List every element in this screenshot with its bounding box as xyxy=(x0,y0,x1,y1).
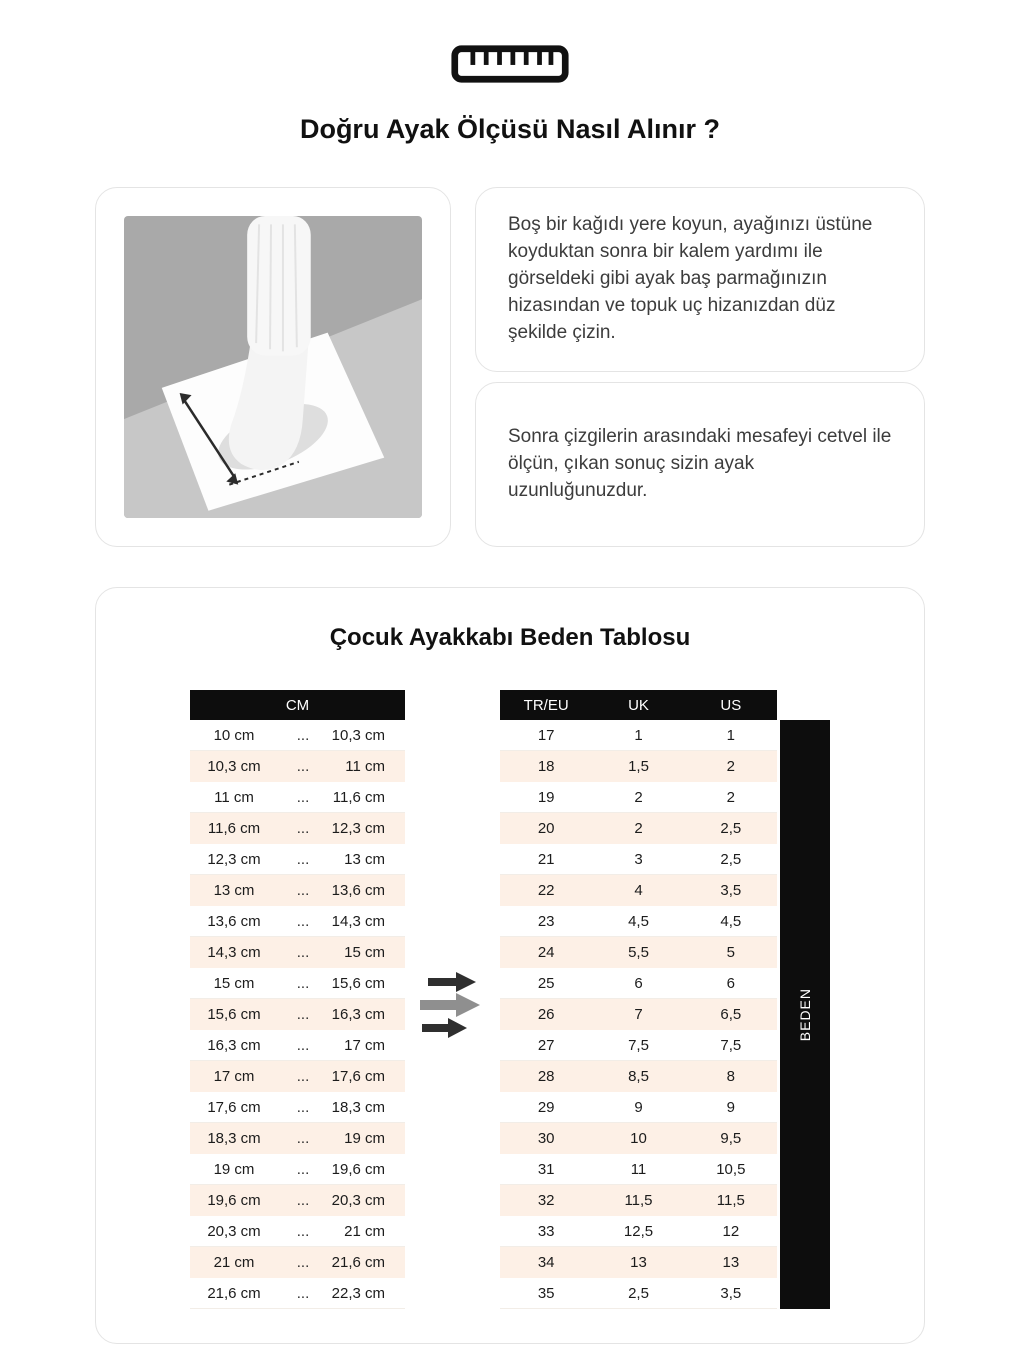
uk-size-value: 9 xyxy=(634,1098,643,1116)
cm-to-value: 22,3 cm xyxy=(331,1284,385,1302)
cm-header-label: CM xyxy=(285,696,310,714)
tr-eu-size-value: 25 xyxy=(537,974,555,992)
size-column-header: TR/EU xyxy=(523,696,569,714)
cm-from-value: 15,6 cm xyxy=(207,1005,261,1023)
cm-range-row xyxy=(190,1030,405,1061)
cm-to-value: 11 cm xyxy=(345,757,385,775)
cm-range-row xyxy=(190,1185,405,1216)
us-size-value: 11,5 xyxy=(716,1191,745,1209)
us-size-value: 5 xyxy=(726,943,735,961)
uk-size-value: 7 xyxy=(634,1005,643,1023)
size-row xyxy=(500,1123,777,1154)
cm-to-value: 20,3 cm xyxy=(331,1191,385,1209)
size-table xyxy=(500,690,777,1309)
tr-eu-size-value: 28 xyxy=(537,1067,555,1085)
range-dots: ... xyxy=(296,1005,310,1023)
size-row xyxy=(500,1030,777,1061)
uk-size-value: 4 xyxy=(634,881,643,899)
foot-measure-photo-card xyxy=(95,187,451,547)
cm-range-row xyxy=(190,751,405,782)
uk-size-value: 6 xyxy=(634,974,643,992)
cm-range-row xyxy=(190,782,405,813)
cm-from-value: 15 cm xyxy=(213,974,255,992)
size-tables xyxy=(96,690,924,1309)
us-size-value: 2 xyxy=(726,788,735,806)
uk-size-value: 4,5 xyxy=(628,912,649,930)
tr-eu-size-value: 23 xyxy=(537,912,555,930)
uk-size-value: 11 xyxy=(630,1160,647,1178)
cm-from-value: 20,3 cm xyxy=(207,1222,261,1240)
tr-eu-size-value: 35 xyxy=(537,1284,555,1302)
cm-to-value: 19 cm xyxy=(344,1129,385,1147)
size-row xyxy=(500,906,777,937)
cm-to-value: 13,6 cm xyxy=(331,881,385,899)
size-row xyxy=(500,1092,777,1123)
cm-range-row xyxy=(190,720,405,751)
cm-range-row xyxy=(190,875,405,906)
cm-to-value: 16,3 cm xyxy=(331,1005,385,1023)
measure-instructions-section xyxy=(95,187,925,547)
us-size-value: 8 xyxy=(726,1067,735,1085)
us-size-value: 4,5 xyxy=(720,912,742,930)
instruction-cards xyxy=(475,187,925,547)
range-dots: ... xyxy=(296,1191,310,1209)
uk-size-value: 2,5 xyxy=(628,1284,649,1302)
cm-from-value: 19 cm xyxy=(213,1160,255,1178)
cm-to-value: 17,6 cm xyxy=(331,1067,385,1085)
cm-range-row xyxy=(190,1061,405,1092)
size-table-title: Çocuk Ayakkabı Beden Tablosu xyxy=(329,624,691,651)
us-size-value: 9,5 xyxy=(720,1129,742,1147)
cm-from-value: 11,6 cm xyxy=(207,819,261,837)
cm-to-value: 15 cm xyxy=(344,943,385,961)
size-column-header: US xyxy=(720,696,742,714)
cm-to-value: 10,3 cm xyxy=(331,726,385,744)
size-row xyxy=(500,875,777,906)
instruction-card-1 xyxy=(475,187,925,372)
range-dots: ... xyxy=(296,881,310,899)
us-size-value: 7,5 xyxy=(720,1036,742,1054)
arrows-right-icon xyxy=(405,690,500,1309)
range-dots: ... xyxy=(296,850,310,868)
tr-eu-size-value: 22 xyxy=(537,881,555,899)
cm-to-value: 13 cm xyxy=(344,850,385,868)
cm-from-value: 11 cm xyxy=(214,788,254,806)
cm-range-row xyxy=(190,1278,405,1309)
cm-from-value: 21,6 cm xyxy=(207,1284,261,1302)
size-row xyxy=(500,844,777,875)
page-title: Doğru Ayak Ölçüsü Nasıl Alınır ? xyxy=(299,114,721,144)
us-size-value: 6,5 xyxy=(720,1005,742,1023)
tr-eu-size-value: 27 xyxy=(537,1036,555,1054)
us-size-value: 2 xyxy=(726,757,735,775)
size-row xyxy=(500,968,777,999)
cm-from-value: 13,6 cm xyxy=(207,912,261,930)
cm-from-value: 12,3 cm xyxy=(207,850,261,868)
range-dots: ... xyxy=(296,1067,310,1085)
size-row xyxy=(500,1061,777,1092)
size-row xyxy=(500,1247,777,1278)
us-size-value: 2,5 xyxy=(720,850,742,868)
cm-range-row xyxy=(190,1216,405,1247)
us-size-value: 3,5 xyxy=(720,1284,742,1302)
cm-range-row xyxy=(190,968,405,999)
instruction-text-1: Boş bir kağıdı yere koyun, ayağınızı üstüne koyduktan sonra bir kalem yardımı ile görseldeki gibi ayak baş parmağınızın hizasından ve topuk uç hizanızdan düz şekilde çizin. xyxy=(508,214,873,343)
cm-from-value: 17 cm xyxy=(213,1067,255,1085)
tr-eu-size-value: 26 xyxy=(537,1005,555,1023)
cm-table-body xyxy=(190,720,405,1309)
uk-size-value: 13 xyxy=(630,1253,647,1271)
us-size-value: 6 xyxy=(726,974,735,992)
cm-range-row xyxy=(190,1154,405,1185)
tr-eu-size-value: 20 xyxy=(537,819,555,837)
uk-size-value: 5,5 xyxy=(628,943,649,961)
us-size-value: 9 xyxy=(726,1098,735,1116)
tr-eu-size-value: 29 xyxy=(537,1098,555,1116)
uk-size-value: 1,5 xyxy=(628,757,649,775)
cm-range-row xyxy=(190,937,405,968)
tr-eu-size-value: 19 xyxy=(537,788,555,806)
cm-from-value: 16,3 cm xyxy=(207,1036,261,1054)
cm-range-row xyxy=(190,1123,405,1154)
range-dots: ... xyxy=(296,974,310,992)
cm-from-value: 19,6 cm xyxy=(207,1191,261,1209)
instruction-text-2: Sonra çizgilerin arasındaki mesafeyi cetvel ile ölçün, çıkan sonuç sizin ayak uzunluğunuzdur. xyxy=(508,425,892,501)
uk-size-value: 2 xyxy=(634,819,643,837)
tr-eu-size-value: 33 xyxy=(537,1222,555,1240)
size-table-card xyxy=(95,587,925,1344)
size-row xyxy=(500,1185,777,1216)
tr-eu-size-value: 17 xyxy=(537,726,555,744)
beden-label-text: BEDEN xyxy=(797,987,813,1042)
uk-size-value: 2 xyxy=(634,788,643,806)
range-dots: ... xyxy=(296,819,310,837)
uk-size-value: 3 xyxy=(634,850,643,868)
us-size-value: 3,5 xyxy=(720,881,742,899)
cm-range-row xyxy=(190,813,405,844)
cm-to-value: 19,6 cm xyxy=(331,1160,385,1178)
cm-from-value: 21 cm xyxy=(213,1253,255,1271)
cm-range-row xyxy=(190,999,405,1030)
size-row xyxy=(500,813,777,844)
range-dots: ... xyxy=(296,1253,310,1271)
uk-size-value: 8,5 xyxy=(628,1067,649,1085)
size-row xyxy=(500,937,777,968)
tr-eu-size-value: 32 xyxy=(537,1191,555,1209)
size-row xyxy=(500,1216,777,1247)
uk-size-value: 7,5 xyxy=(628,1036,649,1054)
cm-from-value: 10 cm xyxy=(213,726,255,744)
us-size-value: 10,5 xyxy=(716,1160,746,1178)
uk-size-value: 12,5 xyxy=(623,1222,654,1240)
size-row xyxy=(500,1278,777,1309)
us-size-value: 13 xyxy=(722,1253,740,1271)
range-dots: ... xyxy=(296,1222,310,1240)
cm-range-row xyxy=(190,906,405,937)
tr-eu-size-value: 34 xyxy=(537,1253,555,1271)
range-dots: ... xyxy=(296,1129,310,1147)
size-column-header: UK xyxy=(628,696,649,714)
size-row xyxy=(500,1154,777,1185)
range-dots: ... xyxy=(296,1284,310,1302)
cm-from-value: 13 cm xyxy=(213,881,255,899)
size-row xyxy=(500,782,777,813)
range-dots: ... xyxy=(296,912,310,930)
cm-table-header xyxy=(190,690,405,720)
cm-from-value: 18,3 cm xyxy=(207,1129,261,1147)
cm-from-value: 10,3 cm xyxy=(207,757,261,775)
tr-eu-size-value: 30 xyxy=(537,1129,555,1147)
size-row xyxy=(500,999,777,1030)
us-size-value: 12 xyxy=(722,1222,740,1240)
beden-side-label xyxy=(780,720,830,1309)
cm-to-value: 21,6 cm xyxy=(331,1253,385,1271)
size-guide-page xyxy=(95,0,925,1344)
cm-to-value: 11,6 cm xyxy=(332,788,385,806)
cm-from-value: 17,6 cm xyxy=(207,1098,261,1116)
cm-to-value: 18,3 cm xyxy=(331,1098,385,1116)
tr-eu-size-value: 21 xyxy=(537,850,555,868)
range-dots: ... xyxy=(296,1160,310,1178)
cm-to-value: 17 cm xyxy=(344,1036,385,1054)
size-table-body xyxy=(500,720,777,1309)
cm-range-row xyxy=(190,1092,405,1123)
uk-size-value: 10 xyxy=(630,1129,647,1147)
tr-eu-size-value: 31 xyxy=(537,1160,555,1178)
foot-measure-photo xyxy=(124,216,422,518)
ruler-icon xyxy=(95,44,925,84)
uk-size-value: 1 xyxy=(634,726,643,744)
cm-to-value: 21 cm xyxy=(344,1222,385,1240)
size-row xyxy=(500,751,777,782)
range-dots: ... xyxy=(296,788,310,806)
cm-to-value: 12,3 cm xyxy=(331,819,385,837)
us-size-value: 1 xyxy=(726,726,735,744)
cm-range-row xyxy=(190,1247,405,1278)
uk-size-value: 11,5 xyxy=(624,1191,653,1209)
size-table-wrap xyxy=(500,690,830,1309)
range-dots: ... xyxy=(296,1036,310,1054)
range-dots: ... xyxy=(296,1098,310,1116)
cm-from-value: 14,3 cm xyxy=(207,943,261,961)
cm-table xyxy=(190,690,405,1309)
range-dots: ... xyxy=(296,726,310,744)
size-row xyxy=(500,720,777,751)
range-dots: ... xyxy=(296,757,310,775)
instruction-card-2 xyxy=(475,382,925,547)
cm-to-value: 15,6 cm xyxy=(331,974,385,992)
size-table-header xyxy=(500,690,777,720)
cm-range-row xyxy=(190,844,405,875)
range-dots: ... xyxy=(296,943,310,961)
tr-eu-size-value: 24 xyxy=(537,943,555,961)
tr-eu-size-value: 18 xyxy=(537,757,555,775)
cm-to-value: 14,3 cm xyxy=(331,912,385,930)
us-size-value: 2,5 xyxy=(720,819,742,837)
